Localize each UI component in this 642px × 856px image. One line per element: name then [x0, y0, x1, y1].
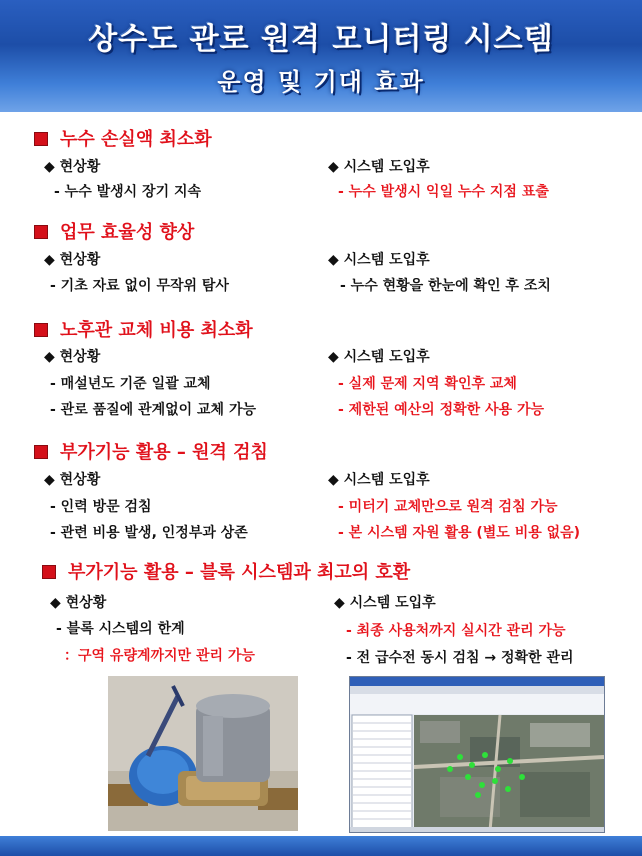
section-title: 부가기능 활용 – 원격 검침	[34, 438, 268, 464]
footer-bar	[0, 836, 642, 856]
after-item: - 누수 현황을 한눈에 확인 후 조치	[340, 278, 551, 294]
after-system-label: ◆ 시스템 도입후	[328, 472, 430, 488]
current-item: - 기초 자료 없이 무작위 탐사	[50, 278, 229, 294]
red-square-icon	[42, 565, 56, 579]
current-item: - 블록 시스템의 한계	[56, 621, 185, 637]
current-item: - 인력 방문 검침	[50, 499, 152, 515]
water-meter-icon	[108, 676, 298, 831]
section-title: 업무 효율성 향상	[34, 218, 194, 244]
page-title: 상수도 관로 원격 모니터링 시스템	[88, 22, 554, 57]
after-item: - 최종 사용처까지 실시간 관리 가능	[346, 623, 566, 639]
current-status-label: ◆ 현상황	[44, 159, 101, 175]
red-square-icon	[34, 132, 48, 146]
red-square-icon	[34, 323, 48, 337]
monitoring-software-screenshot	[349, 676, 605, 833]
after-system-label: ◆ 시스템 도입후	[328, 159, 430, 175]
current-status-label: ◆ 현상황	[50, 595, 107, 611]
after-item: - 본 시스템 자원 활용 (별도 비용 없음)	[338, 525, 581, 541]
after-system-label: ◆ 시스템 도입후	[328, 252, 430, 268]
after-item: - 전 급수전 동시 검침 → 정확한 관리	[346, 650, 574, 666]
red-square-icon	[34, 225, 48, 239]
current-item: - 관로 품질에 관계없이 교체 가능	[50, 402, 256, 418]
current-status-label: ◆ 현상황	[44, 472, 101, 488]
map-screen-icon	[350, 677, 605, 833]
current-item: - 매설년도 기준 일괄 교체	[50, 376, 211, 392]
red-square-icon	[34, 445, 48, 459]
page-subtitle: 운영 및 기대 효과	[217, 68, 425, 96]
current-item: - 관련 비용 발생, 인정부과 상존	[50, 525, 248, 541]
after-system-label: ◆ 시스템 도입후	[334, 595, 436, 611]
after-item: - 실제 문제 지역 확인후 교체	[338, 376, 517, 392]
section-title: 부가기능 활용 – 블록 시스템과 최고의 호환	[42, 558, 410, 584]
current-status-label: ◆ 현상황	[44, 349, 101, 365]
after-item: - 제한된 예산의 정확한 사용 가능	[338, 402, 544, 418]
after-item: - 누수 발생시 익일 누수 지점 표출	[338, 184, 549, 200]
current-item: ：구역 유량계까지만 관리 가능	[64, 648, 255, 664]
section-title: 노후관 교체 비용 최소화	[34, 316, 253, 342]
after-system-label: ◆ 시스템 도입후	[328, 349, 430, 365]
water-meter-photo	[108, 676, 298, 831]
header-banner	[0, 0, 642, 112]
current-item: - 누수 발생시 장기 지속	[54, 184, 202, 200]
current-status-label: ◆ 현상황	[44, 252, 101, 268]
after-item: - 미터기 교체만으로 원격 검침 가능	[338, 499, 558, 515]
section-title: 누수 손실액 최소화	[34, 125, 212, 151]
